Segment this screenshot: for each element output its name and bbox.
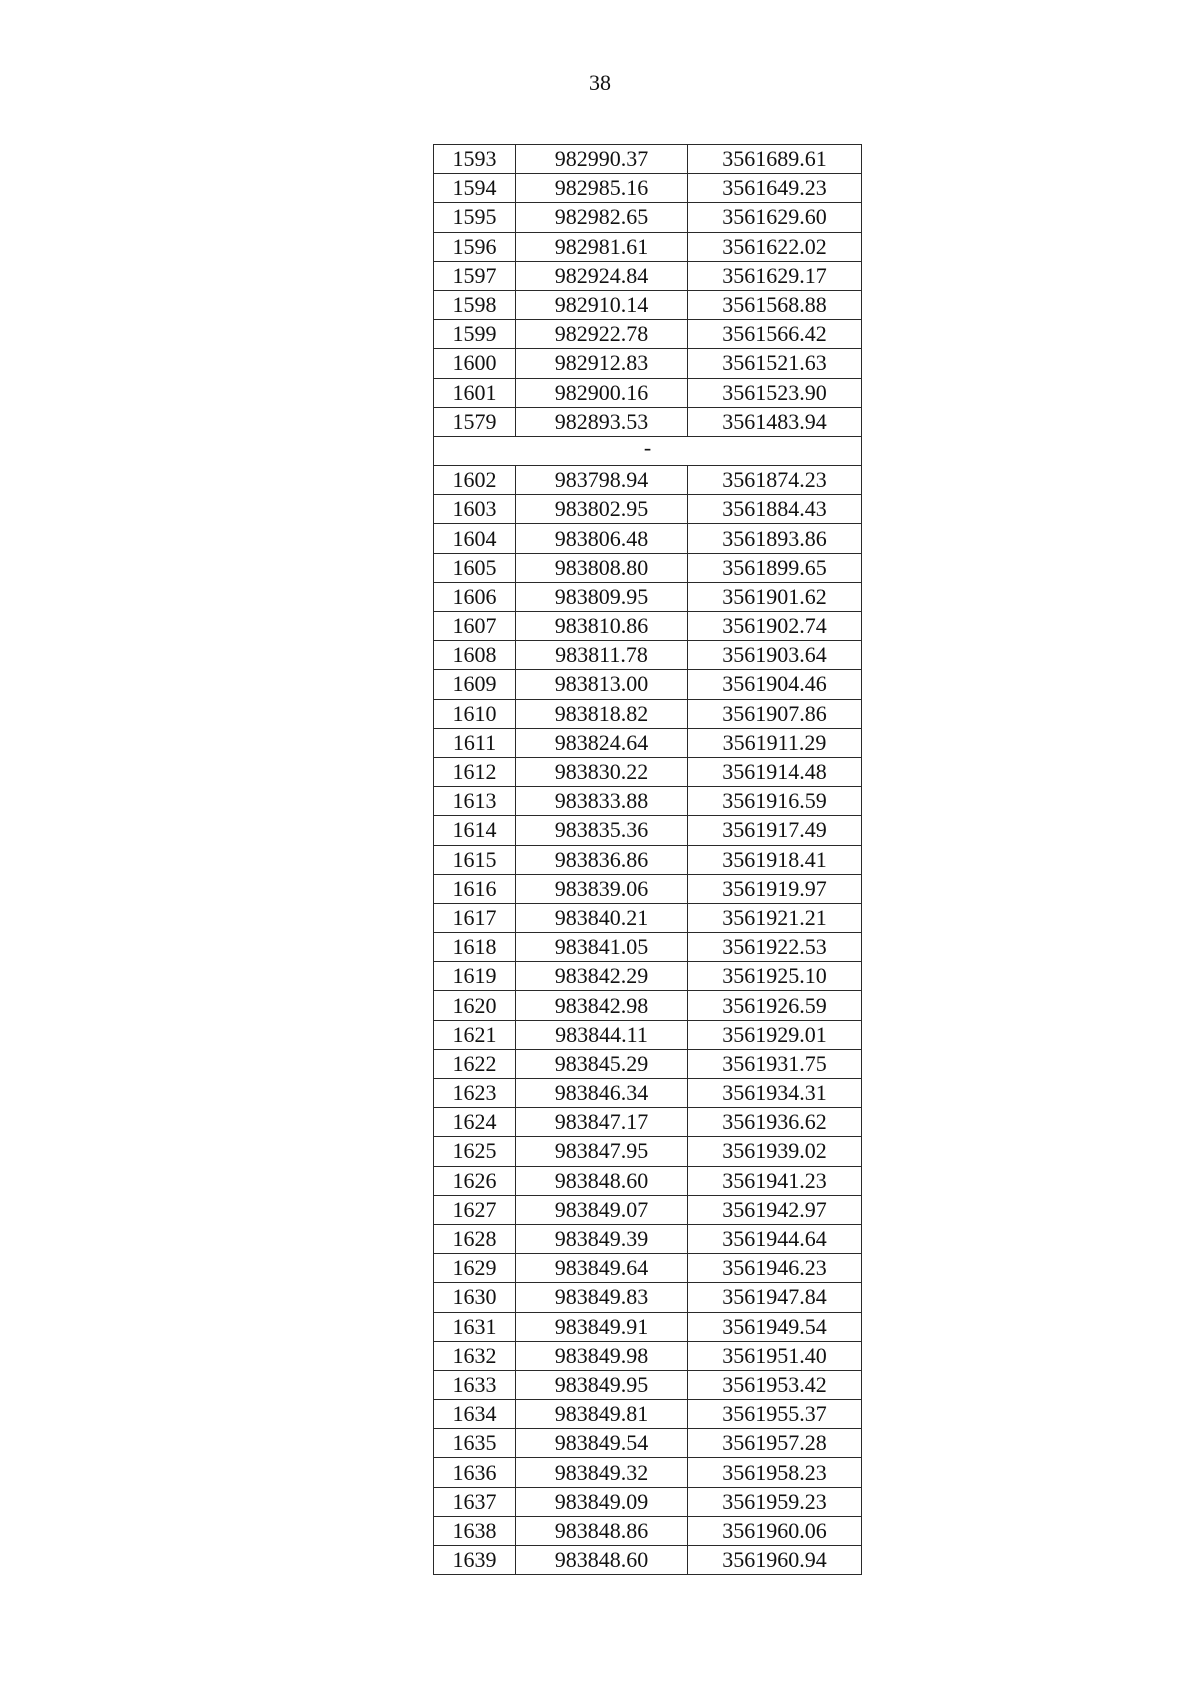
y-coordinate-cell: 3561955.37	[688, 1400, 862, 1429]
x-coordinate-cell: 982981.61	[516, 232, 688, 261]
y-coordinate-cell: 3561929.01	[688, 1020, 862, 1049]
table-row	[434, 553, 862, 582]
y-coordinate-cell: 3561521.63	[688, 349, 862, 378]
coordinates-table	[433, 144, 862, 1575]
point-number-cell: 1620	[434, 991, 516, 1020]
table-row	[434, 290, 862, 319]
y-coordinate-cell: 3561899.65	[688, 553, 862, 582]
separator-row	[434, 436, 862, 465]
x-coordinate-cell: 983844.11	[516, 1020, 688, 1049]
point-number-cell: 1597	[434, 261, 516, 290]
x-coordinate-cell: 983808.80	[516, 553, 688, 582]
table-row	[434, 1370, 862, 1399]
table-row	[434, 1341, 862, 1370]
point-number-cell: 1631	[434, 1312, 516, 1341]
y-coordinate-cell: 3561957.28	[688, 1429, 862, 1458]
point-number-cell: 1600	[434, 349, 516, 378]
point-number-cell: 1608	[434, 641, 516, 670]
point-number-cell: 1632	[434, 1341, 516, 1370]
y-coordinate-cell: 3561953.42	[688, 1370, 862, 1399]
point-number-cell: 1616	[434, 874, 516, 903]
x-coordinate-cell: 982922.78	[516, 320, 688, 349]
table-row	[434, 203, 862, 232]
y-coordinate-cell: 3561919.97	[688, 874, 862, 903]
point-number-cell: 1604	[434, 524, 516, 553]
x-coordinate-cell: 983849.39	[516, 1224, 688, 1253]
x-coordinate-cell: 983847.17	[516, 1108, 688, 1137]
separator-dash: -	[434, 436, 862, 465]
y-coordinate-cell: 3561926.59	[688, 991, 862, 1020]
y-coordinate-cell: 3561944.64	[688, 1224, 862, 1253]
table-row	[434, 174, 862, 203]
x-coordinate-cell: 983842.29	[516, 962, 688, 991]
x-coordinate-cell: 983849.95	[516, 1370, 688, 1399]
point-number-cell: 1630	[434, 1283, 516, 1312]
x-coordinate-cell: 983833.88	[516, 787, 688, 816]
y-coordinate-cell: 3561916.59	[688, 787, 862, 816]
point-number-cell: 1598	[434, 290, 516, 319]
y-coordinate-cell: 3561925.10	[688, 962, 862, 991]
table-row	[434, 962, 862, 991]
point-number-cell: 1635	[434, 1429, 516, 1458]
x-coordinate-cell: 982910.14	[516, 290, 688, 319]
x-coordinate-cell: 983849.07	[516, 1195, 688, 1224]
page-number: 38	[589, 70, 611, 95]
table-row	[434, 232, 862, 261]
table-row	[434, 1283, 862, 1312]
x-coordinate-cell: 982912.83	[516, 349, 688, 378]
table-row	[434, 466, 862, 495]
table-row	[434, 728, 862, 757]
x-coordinate-cell: 983848.60	[516, 1166, 688, 1195]
y-coordinate-cell: 3561914.48	[688, 757, 862, 786]
x-coordinate-cell: 983810.86	[516, 612, 688, 641]
table-row	[434, 670, 862, 699]
x-coordinate-cell: 983813.00	[516, 670, 688, 699]
x-coordinate-cell: 983824.64	[516, 728, 688, 757]
point-number-cell: 1625	[434, 1137, 516, 1166]
table-row	[434, 612, 862, 641]
y-coordinate-cell: 3561566.42	[688, 320, 862, 349]
table-row	[434, 1546, 862, 1575]
y-coordinate-cell: 3561939.02	[688, 1137, 862, 1166]
point-number-cell: 1617	[434, 903, 516, 932]
table-row	[434, 1312, 862, 1341]
point-number-cell: 1633	[434, 1370, 516, 1399]
x-coordinate-cell: 982990.37	[516, 145, 688, 174]
point-number-cell: 1623	[434, 1079, 516, 1108]
y-coordinate-cell: 3561523.90	[688, 378, 862, 407]
table-row	[434, 1429, 862, 1458]
point-number-cell: 1639	[434, 1546, 516, 1575]
y-coordinate-cell: 3561689.61	[688, 145, 862, 174]
y-coordinate-cell: 3561629.60	[688, 203, 862, 232]
point-number-cell: 1614	[434, 816, 516, 845]
x-coordinate-cell: 983847.95	[516, 1137, 688, 1166]
table-row	[434, 1400, 862, 1429]
table-row	[434, 757, 862, 786]
y-coordinate-cell: 3561907.86	[688, 699, 862, 728]
table-row	[434, 524, 862, 553]
x-coordinate-cell: 983848.86	[516, 1516, 688, 1545]
table-row	[434, 816, 862, 845]
x-coordinate-cell: 982893.53	[516, 407, 688, 436]
y-coordinate-cell: 3561874.23	[688, 466, 862, 495]
point-number-cell: 1615	[434, 845, 516, 874]
table-row	[434, 1254, 862, 1283]
y-coordinate-cell: 3561884.43	[688, 495, 862, 524]
x-coordinate-cell: 983835.36	[516, 816, 688, 845]
x-coordinate-cell: 983830.22	[516, 757, 688, 786]
point-number-cell: 1627	[434, 1195, 516, 1224]
table-row	[434, 1195, 862, 1224]
y-coordinate-cell: 3561936.62	[688, 1108, 862, 1137]
y-coordinate-cell: 3561901.62	[688, 582, 862, 611]
y-coordinate-cell: 3561959.23	[688, 1487, 862, 1516]
x-coordinate-cell: 983849.54	[516, 1429, 688, 1458]
x-coordinate-cell: 983842.98	[516, 991, 688, 1020]
point-number-cell: 1634	[434, 1400, 516, 1429]
point-number-cell: 1599	[434, 320, 516, 349]
point-number-cell: 1601	[434, 378, 516, 407]
x-coordinate-cell: 983849.81	[516, 1400, 688, 1429]
y-coordinate-cell: 3561941.23	[688, 1166, 862, 1195]
table-row	[434, 845, 862, 874]
point-number-cell: 1622	[434, 1049, 516, 1078]
y-coordinate-cell: 3561960.06	[688, 1516, 862, 1545]
x-coordinate-cell: 983849.91	[516, 1312, 688, 1341]
x-coordinate-cell: 983818.82	[516, 699, 688, 728]
point-number-cell: 1626	[434, 1166, 516, 1195]
x-coordinate-cell: 983849.64	[516, 1254, 688, 1283]
y-coordinate-cell: 3561934.31	[688, 1079, 862, 1108]
x-coordinate-cell: 983846.34	[516, 1079, 688, 1108]
point-number-cell: 1611	[434, 728, 516, 757]
table-row	[434, 1516, 862, 1545]
point-number-cell: 1612	[434, 757, 516, 786]
point-number-cell: 1609	[434, 670, 516, 699]
y-coordinate-cell: 3561949.54	[688, 1312, 862, 1341]
x-coordinate-cell: 983840.21	[516, 903, 688, 932]
x-coordinate-cell: 983806.48	[516, 524, 688, 553]
table-row	[434, 1458, 862, 1487]
x-coordinate-cell: 982924.84	[516, 261, 688, 290]
y-coordinate-cell: 3561649.23	[688, 174, 862, 203]
y-coordinate-cell: 3561947.84	[688, 1283, 862, 1312]
y-coordinate-cell: 3561917.49	[688, 816, 862, 845]
coordinates-table-body	[434, 145, 862, 1575]
y-coordinate-cell: 3561921.21	[688, 903, 862, 932]
table-row	[434, 641, 862, 670]
table-row	[434, 1020, 862, 1049]
table-row	[434, 787, 862, 816]
point-number-cell: 1628	[434, 1224, 516, 1253]
x-coordinate-cell: 983839.06	[516, 874, 688, 903]
table-row	[434, 378, 862, 407]
x-coordinate-cell: 983836.86	[516, 845, 688, 874]
x-coordinate-cell: 983802.95	[516, 495, 688, 524]
table-row	[434, 407, 862, 436]
point-number-cell: 1629	[434, 1254, 516, 1283]
y-coordinate-cell: 3561960.94	[688, 1546, 862, 1575]
table-row	[434, 261, 862, 290]
y-coordinate-cell: 3561568.88	[688, 290, 862, 319]
x-coordinate-cell: 982982.65	[516, 203, 688, 232]
table-row	[434, 699, 862, 728]
y-coordinate-cell: 3561483.94	[688, 407, 862, 436]
point-number-cell: 1605	[434, 553, 516, 582]
point-number-cell: 1621	[434, 1020, 516, 1049]
x-coordinate-cell: 982985.16	[516, 174, 688, 203]
table-row	[434, 320, 862, 349]
point-number-cell: 1607	[434, 612, 516, 641]
x-coordinate-cell: 983845.29	[516, 1049, 688, 1078]
y-coordinate-cell: 3561629.17	[688, 261, 862, 290]
x-coordinate-cell: 983849.32	[516, 1458, 688, 1487]
y-coordinate-cell: 3561942.97	[688, 1195, 862, 1224]
point-number-cell: 1606	[434, 582, 516, 611]
y-coordinate-cell: 3561958.23	[688, 1458, 862, 1487]
point-number-cell: 1638	[434, 1516, 516, 1545]
table-row	[434, 1224, 862, 1253]
y-coordinate-cell: 3561893.86	[688, 524, 862, 553]
x-coordinate-cell: 983848.60	[516, 1546, 688, 1575]
point-number-cell: 1618	[434, 933, 516, 962]
point-number-cell: 1636	[434, 1458, 516, 1487]
table-row	[434, 874, 862, 903]
y-coordinate-cell: 3561922.53	[688, 933, 862, 962]
y-coordinate-cell: 3561622.02	[688, 232, 862, 261]
x-coordinate-cell: 983798.94	[516, 466, 688, 495]
table-row	[434, 991, 862, 1020]
table-row	[434, 1079, 862, 1108]
point-number-cell: 1595	[434, 203, 516, 232]
table-row	[434, 145, 862, 174]
point-number-cell: 1624	[434, 1108, 516, 1137]
point-number-cell: 1610	[434, 699, 516, 728]
table-row	[434, 1487, 862, 1516]
x-coordinate-cell: 983841.05	[516, 933, 688, 962]
y-coordinate-cell: 3561931.75	[688, 1049, 862, 1078]
point-number-cell: 1603	[434, 495, 516, 524]
point-number-cell: 1613	[434, 787, 516, 816]
x-coordinate-cell: 983809.95	[516, 582, 688, 611]
table-row	[434, 903, 862, 932]
y-coordinate-cell: 3561902.74	[688, 612, 862, 641]
x-coordinate-cell: 983849.98	[516, 1341, 688, 1370]
point-number-cell: 1593	[434, 145, 516, 174]
table-row	[434, 1137, 862, 1166]
table-row	[434, 1108, 862, 1137]
table-row	[434, 933, 862, 962]
y-coordinate-cell: 3561951.40	[688, 1341, 862, 1370]
x-coordinate-cell: 983849.09	[516, 1487, 688, 1516]
y-coordinate-cell: 3561911.29	[688, 728, 862, 757]
point-number-cell: 1594	[434, 174, 516, 203]
point-number-cell: 1596	[434, 232, 516, 261]
x-coordinate-cell: 983849.83	[516, 1283, 688, 1312]
x-coordinate-cell: 982900.16	[516, 378, 688, 407]
y-coordinate-cell: 3561918.41	[688, 845, 862, 874]
table-row	[434, 1049, 862, 1078]
x-coordinate-cell: 983811.78	[516, 641, 688, 670]
point-number-cell: 1602	[434, 466, 516, 495]
point-number-cell: 1579	[434, 407, 516, 436]
table-row	[434, 582, 862, 611]
point-number-cell: 1637	[434, 1487, 516, 1516]
table-row	[434, 495, 862, 524]
table-row	[434, 349, 862, 378]
y-coordinate-cell: 3561946.23	[688, 1254, 862, 1283]
table-row	[434, 1166, 862, 1195]
y-coordinate-cell: 3561903.64	[688, 641, 862, 670]
point-number-cell: 1619	[434, 962, 516, 991]
y-coordinate-cell: 3561904.46	[688, 670, 862, 699]
